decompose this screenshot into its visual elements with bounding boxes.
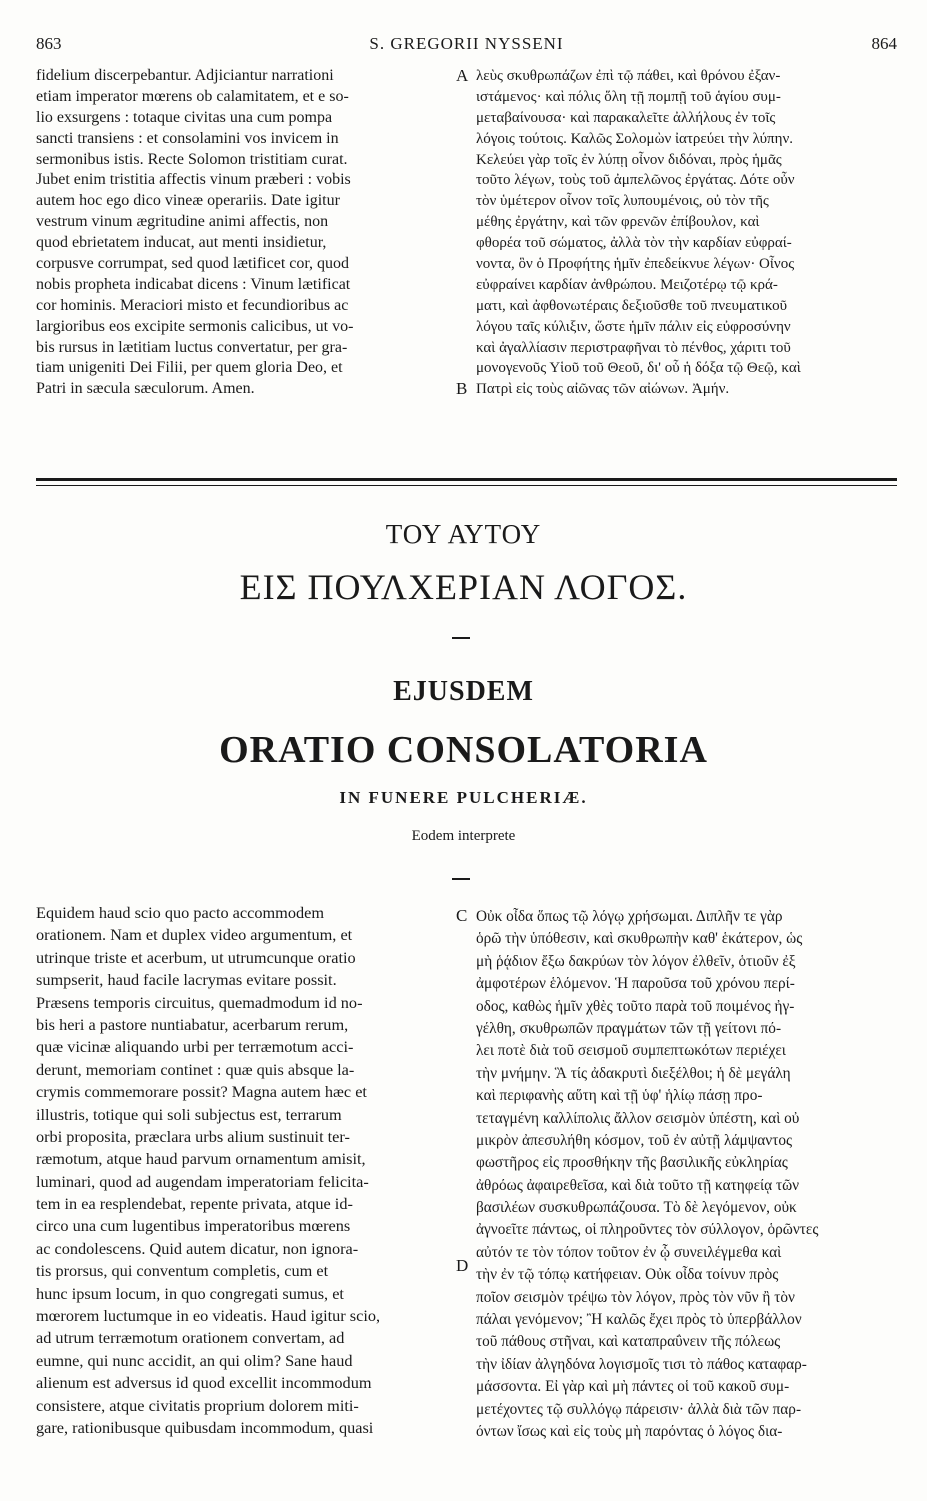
text-line: eumne, qui nunc accidit, an qui olim? Sane haud: [36, 1350, 353, 1370]
text-line: νοντα, ὃν ὁ Προφήτης ἡμῖν ἐπεδείκνυε λέγων· Οἶνος: [476, 256, 795, 273]
text-line: ὁρῶ τὴν ὑπόθεσιν, καὶ σκυθρωπὴν καθ' ἑκάτερον, ὡς: [476, 930, 803, 948]
right-page-number: 864: [871, 34, 897, 53]
text-line: τοῦτο λέγων, τοὺς τοῦ ἀμπελῶνος ἐργάτας. Δότε οὖν: [476, 172, 795, 189]
text-line: bis rursus in lætitiam luctus convertatur, per gra-: [36, 338, 348, 356]
text-line: Οὐκ οἶδα ὅπως τῷ λόγῳ χρήσωμαι. Διπλῆν τε γὰρ: [476, 908, 783, 925]
margin-marker-c: C: [456, 906, 468, 925]
text-line: Jubet enim tristitia affectis vinum præberi : vobis: [36, 171, 351, 189]
text-line: quæ vicinæ aliquando urbi per terræmotum acci-: [36, 1037, 354, 1057]
text-line: bis heri a pastore nuntiabatur, acerbarum rerum,: [36, 1014, 349, 1034]
text-line: tis prorsus, qui conventum completis, cum et: [36, 1261, 329, 1281]
section-rule-thick: [36, 478, 897, 481]
text-line: utrinque triste et acerbum, ut utrumcunque oratio: [36, 947, 356, 967]
text-line: fidelium discerpebantur. Adjiciantur narrationi: [36, 67, 334, 84]
text-line: γέλθη, σκυθρωπῶν πραγμάτων τῶν τῇ γείτονι πό-: [476, 1019, 782, 1037]
text-line: circo una cum lugentibus imperatoribus mœrens: [36, 1216, 351, 1236]
latin-subtitle: IN FUNERE PULCHERIÆ.: [339, 788, 588, 807]
greek-title: ΕΙΣ ΠΟΥΛΧΕΡΙΑΝ ΛΟΓΟΣ.: [239, 567, 688, 607]
text-line: βασιλέων συσκυθρωπάζουσα. Τὸ δὲ λεγόμενον, οὐκ: [476, 1199, 797, 1217]
text-line: Πατρὶ εἰς τοὺς αἰῶνας τῶν αἰώνων. Ἀμήν.: [476, 381, 730, 398]
text-line: Κελεύει γὰρ τοῖς ἐν λύπῃ οἶνον διδόναι, πρὸς ἡμᾶς: [476, 151, 782, 168]
text-line: μάσσοντα. Εἰ γὰρ καὶ μὴ πάντες οἱ τοῦ κακοῦ συμ-: [476, 1378, 790, 1396]
margin-marker-b: B: [456, 379, 468, 398]
top-latin-column: [36, 66, 454, 400]
text-line: quod ebrietatem inducat, aut menti insidietur,: [36, 234, 327, 252]
text-line: καὶ ἀγαλλίασιν περιστραφῆναι τὸ πένθος, χάριτι τοῦ: [476, 339, 791, 356]
bottom-greek-column: [476, 906, 901, 1443]
text-line: tem in ea resplendebat, repente privata, atque id-: [36, 1194, 353, 1214]
bottom-latin-column: [36, 902, 454, 1439]
text-line: καὶ περιφανὴς αὕτη καὶ τῇ ὑφ' ἡλίῳ πάσῃ προ-: [476, 1087, 763, 1105]
greek-subheading: ΤΟΥ ΑΥΤΟΥ: [385, 519, 542, 549]
text-line: ἀγνοεῖτε πάντως, οἱ πληροῦντες τὸν σύλλογον, ὁρῶντες: [476, 1221, 819, 1239]
text-line: τὸν ὑμέτερον οἶνον τοῖς λυπουμένοις, οὐ τὸν τῆς: [476, 193, 769, 210]
text-line: οδος, καθὼς ἡμῖν χθὲς τοῦτο παρὰ τοῦ ποιμένος ἠγ-: [476, 997, 795, 1015]
text-line: orbi proposita, præclara urbs alium sustinuit ter-: [36, 1126, 350, 1146]
text-line: φωστῆρος εἰς προσθήκην τῆς βασιλικῆς εὐκληρίας: [476, 1154, 788, 1172]
text-line: ιστάμενος· καὶ πόλις ὅλη τῇ πομπῇ τοῦ ἁγίου συμ-: [476, 88, 781, 105]
text-line: λει ποτὲ διὰ τοῦ σεισμοῦ συμπεπτωκότων περιέχει: [476, 1042, 786, 1060]
interpreter-note: Eodem interprete: [411, 828, 516, 844]
text-line: gare, rationibusque quibusdam incommodum, quasi: [36, 1417, 374, 1437]
text-line: crymis commemorare possit? Magna autem hæc et: [36, 1082, 367, 1102]
text-line: sumpserit, haud facile lacrymas evitare possit.: [36, 970, 337, 990]
text-line: τὴν μνήμην. Ἃ τίς ἀδακρυτὶ διεξέλθοι; ἡ δὲ μεγάλη: [476, 1064, 791, 1082]
running-title: S. GREGORII NYSSENI: [369, 34, 564, 53]
text-line: derunt, memoriam continet : quæ quis absque la-: [36, 1059, 355, 1079]
text-line: λόγου ταῖς κύλιξιν, ὥστε ἡμῖν πάλιν εἰς εὐφροσύνην: [476, 318, 791, 335]
text-line: orationem. Nam et duplex video argumentum, et: [36, 925, 353, 945]
text-line: illustris, totique qui soli subjectus est, terrarum: [36, 1104, 342, 1124]
text-line: corpusve corrumpat, sed quod lætificet cor, quod: [36, 255, 350, 273]
running-header: [36, 34, 897, 60]
text-line: ματι, καὶ ἀφθονωτέραις δεξιοῦσθε τοῦ πνευματικοῦ: [476, 297, 788, 314]
text-line: μικρὸν ἀπεσυλήθη κόσμον, τοῦ ἐν αὐτῇ λάμψαντος: [476, 1131, 793, 1149]
text-line: μέθης ἐργάτην, καὶ τῶν φρενῶν ἐπίβουλον, καὶ: [476, 214, 760, 231]
text-line: φθορέα τοῦ σώματος, ἀλλὰ τὸν τὴν καρδίαν εὐφραί-: [476, 235, 792, 252]
text-line: τεταγμένη καλλίπολις ἄλλον σεισμὸν ὑπέστη, καὶ οὐ: [476, 1109, 800, 1127]
text-line: nobis propheta indicabat dicens : Vinum lætificat: [36, 275, 351, 293]
title-separator: [452, 637, 470, 639]
left-page-number: 863: [36, 34, 62, 53]
text-line: μετέχοντες τῷ συλλόγῳ πάρεισιν· ἀλλὰ διὰ τῶν παρ-: [476, 1400, 802, 1418]
text-line: largioribus eos excipite sermonis calicibus, ut vo-: [36, 317, 354, 335]
text-line: luminari, quod ad augendam imperatoriam felicita-: [36, 1171, 369, 1191]
margin-marker-d: D: [456, 1256, 469, 1275]
text-line: μεταβαίνουσα· καὶ παρακαλεῖτε ἀλλήλους ἐν τοῖς: [476, 109, 776, 126]
text-line: Equidem haud scio quo pacto accommodem: [36, 903, 325, 922]
text-line: τοῦ πάθους στῆναι, καὶ καταπραΰνειν τῆς πόλεως: [476, 1333, 781, 1351]
section-rule-thin: [36, 485, 897, 486]
text-line: sancti transiens : et consolamini vos invicem in: [36, 129, 339, 147]
text-line: autem hoc ego dico vineæ operariis. Date igitur: [36, 192, 340, 210]
text-line: alienum est adversus id quod excellit incommodum: [36, 1373, 372, 1393]
text-line: μονογενοῦς Υἱοῦ τοῦ Θεοῦ, δι' οὗ ἡ δόξα τῷ Θεῷ, καὶ: [476, 360, 801, 377]
text-line: mœrorem luctumque in eo videatis. Haud igitur scio,: [36, 1306, 381, 1326]
latin-subheading: EJUSDEM: [393, 676, 534, 707]
text-line: λόγοις τούτοις. Καλῶς Σολομὼν ἰατρεύει τὴν λύπην.: [476, 130, 794, 147]
text-line: Patri in sæcula sæculorum. Amen.: [36, 380, 255, 398]
text-line: hunc ipsum locum, in quo congregati sumus, et: [36, 1283, 344, 1303]
text-line: ποῖον σεισμὸν τρέψω τὸν λόγον, πρὸς τὸν νῦν ἢ τὸν: [476, 1288, 795, 1306]
text-line: etiam imperator mœrens ob calamitatem, et e so-: [36, 87, 349, 105]
text-line: τὴν ἰδίαν ἀλγηδόνα λογισμοῖς τισι τὸ πάθος καταφαρ-: [476, 1355, 807, 1373]
text-line: όντων ἴσως καὶ εἰς τοὺς μὴ παρόντας ὁ λόγος δια-: [476, 1422, 783, 1440]
text-line: λεὺς σκυθρωπάζων ἐπὶ τῷ πάθει, καὶ θρόνου ἐξαν-: [476, 68, 781, 84]
text-line: αὐτόν τε τὸν τόπον τοῦτον ἐν ᾧ συνειλέγμεθα καὶ: [476, 1243, 782, 1261]
text-line: Præsens temporis circuitus, quemadmodum id no-: [36, 992, 363, 1012]
text-line: ἀμφοτέρων ἑλόμενον. Ἡ παροῦσα τοῦ χρόνου περί-: [476, 975, 795, 993]
text-line: tiam unigeniti Dei Filii, per quem gloria Deo, et: [36, 359, 343, 377]
text-line: vestrum vinum ægritudine animi affectis, non: [36, 213, 329, 231]
margin-marker-a: A: [456, 66, 469, 85]
text-line: εὐφραίνει καρδίαν ἀνθρώπου. Μειζοτέρῳ τῷ κρά-: [476, 276, 778, 293]
text-line: consistere, atque civitatis proprium dolorem miti-: [36, 1395, 359, 1415]
text-line: τὴν ἐν τῷ τόπῳ κατήφειαν. Οὐκ οἶδα τοίνυν πρὸς: [476, 1266, 779, 1284]
text-line: cor hominis. Meraciori misto et fecundioribus ac: [36, 296, 349, 314]
text-line: ad utrum terræmotum orationem convertam, ad: [36, 1328, 345, 1348]
text-line: lio exsurgens : totaque civitas una cum pompa: [36, 108, 333, 126]
text-line: ac condolescens. Quid autem dicatur, non ignora-: [36, 1238, 359, 1258]
title-separator-2: [452, 878, 470, 880]
text-line: sermonibus istis. Recte Solomon tristitiam curat.: [36, 150, 348, 168]
text-line: ἀθρόως ἀφαιρεθεῖσα, καὶ διὰ τοῦτο τῇ κατηφείᾳ τῶν: [476, 1176, 800, 1194]
text-line: πάλαι γενόμενον; Ἢ καλῶς ἔχει πρὸς τὸ ὑπερβάλλον: [476, 1311, 802, 1329]
text-line: μὴ ῥᾴδιον ἔξω δακρύων τὸν λόγον ἐλθεῖν, ὁτιοῦν ἐξ: [476, 952, 796, 970]
text-line: ræmotum, atque haud parvum ornamentum amisit,: [36, 1149, 366, 1169]
top-greek-column: [476, 66, 901, 400]
latin-title: ORATIO CONSOLATORIA: [219, 729, 708, 771]
